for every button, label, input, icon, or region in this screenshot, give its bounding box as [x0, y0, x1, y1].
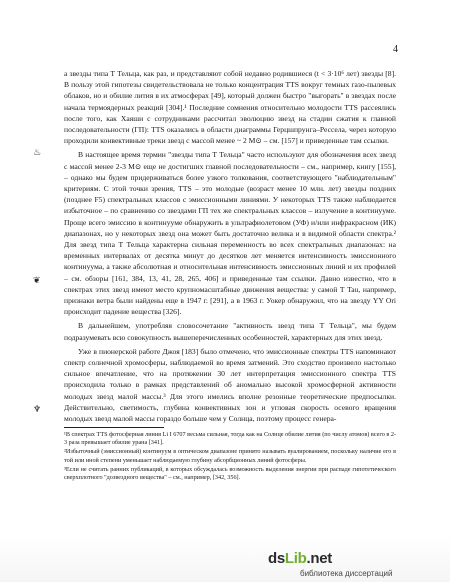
document-body [64, 68, 396, 483]
footnote-divider [64, 427, 164, 428]
watermark-caption: библиотека диссертаций [300, 569, 393, 578]
watermark-banner [0, 536, 450, 582]
footnote-3: ³Если не считать ранних публикаций, в которых обсуждалась возможность выделения энергии при распаде гипотетического сверхплотного "дозвездного вещества" – см., например, [342, 356]. [64, 465, 396, 481]
paragraph-4: Уже в пионерской работе Джоя [183] было отмечено, что эмиссионные спектры TTS напоминают спектр солнечной хромосферы, наблюдаемой во время затмений. Это сходство произвело настолько сильное впечатление, что на протяжении 30 лет интерпретация эмиссионного спектра TTS происходила только в рамках представлений об аномально высокой хромосферной активности молодых звезд малой массы.³ Для этого имелись вполне резонные теоретические предпосылки. Действительно, светимость, глубина конвективных зон и угловая скорость осевого вращения молодых звезд малой массы гораздо больше чем у Солнца, поэтому процесс генера- [64, 346, 396, 424]
paragraph-3: В дальнейшем, употребляя словосочетание "активность звезд типа Т Тельца", мы будем подразумевать всю совокупность вышеперечисленных особенностей, характерных для этих звезд. [64, 321, 396, 342]
logo-part-ds: ds [268, 550, 285, 567]
margin-mark-2: ❦ [33, 276, 41, 286]
margin-mark-3: ♆ [33, 405, 42, 415]
footnote-1: ¹В спектрах TTS фотосферная линия Li I 6707 весьма сильная, тогда как на Солнце обилие лития (по числу атомов) всего в 2-3 раза превышает обилие урана [341]. [64, 431, 396, 447]
margin-mark-1: ♨ [33, 148, 42, 158]
logo-part-net: .net [306, 550, 332, 567]
footnote-2: ²Избыточный (эмиссионный) континуум в оптическом диапазоне принято называть вуалированием, поскольку наличие его в той или иной степени уменьшает наблюдаемую глубину абсорбционных линий фотосферы. [64, 448, 396, 464]
paragraph-2: В настоящее время термин "звезды типа Т Тельца" часто используют для обозначения всех звезд с массой менее 2-3 M⊙ еще не достигших главной последовательности – см., например, книгу [155], – однако мы будем придерживаться более узкого толкования, соответствующего "наблюдательным" критериям. С этой точки зрения, TTS – это молодые (возраст менее 10 млн. лет) звезды поздних (позднее F5) спектральных классов с эмиссионными линиями. У некоторых TTS также наблюдается избыточное – по сравнению со звездами ГП тех же спектральных классов – излучение в континууме. Проще всего эмиссию в континууме обнаружить в ультрафиолетовом (УФ) и/или инфракрасном (ИК) диапазонах, но у некоторых звезд она может быть достаточно велика и в видимой области спектра.² Для звезд типа Т Тельца характерна сильная переменность во всех спектральных диапазонах: на временных интервалах от десятка минут до десятков лет меняется интенсивность эмиссионного континуума, а также абсолютная и относительная интенсивность эмиссионных линий и их профилей – см. обзоры [161, 384, 13, 41, 28, 265, 406] и приведенные там ссылки. Давно известно, что в спектрах этих звезд имеют место крупномасштабные движения вещества: у самой Т Tau, например, признаки ветра были найдены еще в 1947 г. [291], а в 1963 г. Уокер обнаружил, что на звезду YY Ori происходит падение вещества [326]. [64, 150, 396, 317]
paragraph-1: а звезды типа Т Тельца, как раз, и представляют собой недавно родившиеся (t < 3·10⁶ лет) звезды [8]. В пользу этой гипотезы свидетельствовала не только концентрация TTS вокруг темных газо-пылевых облаков, но и обилие лития в их атмосферах [49], который должен быстро "выгорать" в звездах после начала термоядерных реакций [304].¹ Последние сомнения относительно молодости TTS рассеялись после того, как Хаяши с сотрудниками рассчитал эволюцию звезд на стадии сжатия к главной последовательности (ГП): TTS оказались в области диаграммы Герцшпрунга–Рессела, через которую проходили конвективные треки звезд с массой менее ~ 2 M⊙ – см. [157] и приведенные там ссылки. [64, 69, 396, 146]
watermark-logo[interactable] [268, 550, 332, 567]
logo-part-lib: Lib [284, 550, 307, 567]
page-number: 4 [393, 44, 398, 55]
